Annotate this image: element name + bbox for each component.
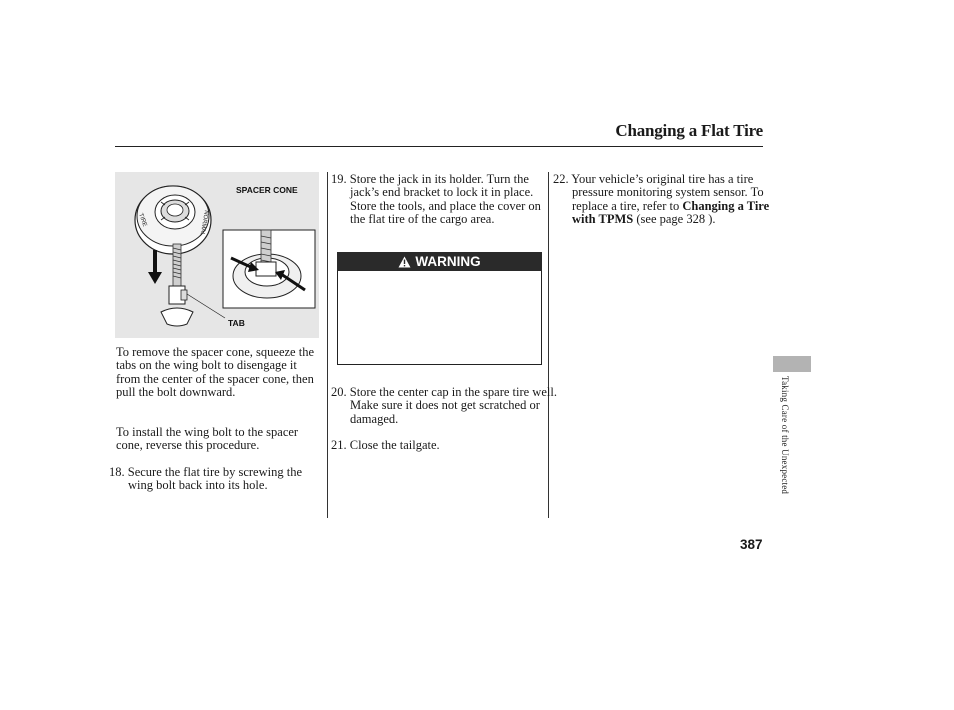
install-spacer-paragraph: To install the wing bolt to the spacer cone, reverse this procedure. xyxy=(116,425,299,453)
warning-label: WARNING xyxy=(415,254,481,269)
svg-text:TIRE: TIRE xyxy=(137,212,148,228)
step-20: 20. Store the center cap in the spare tire well. Make sure it does not get scratched or damaged. xyxy=(331,385,557,426)
svg-text:NORMAL: NORMAL xyxy=(198,209,209,236)
warning-box xyxy=(337,271,542,365)
warning-triangle-icon xyxy=(398,256,411,268)
step-18: 18. Secure the flat tire by screwing the wing bolt back into its hole. xyxy=(109,465,302,493)
spacer-cone-drawing xyxy=(115,172,319,338)
section-name: Taking Care of the Unexpected xyxy=(780,376,790,495)
tab-label: TAB xyxy=(228,318,245,328)
remove-spacer-paragraph: To remove the spacer cone, squeeze the tabs on the wing bolt to disengage it from the center of the spacer cone, then pull the bolt downward. xyxy=(116,345,314,399)
page-title: Changing a Flat Tire xyxy=(615,121,763,140)
tpms-reference-link[interactable]: Changing a Tire with TPMS xyxy=(572,198,770,226)
column-divider-1 xyxy=(327,172,328,518)
title-rule xyxy=(115,146,763,147)
step-22-page-ref: (see page 328 ). xyxy=(633,211,716,226)
step-22 xyxy=(553,173,784,226)
spacer-cone-label: SPACER CONE xyxy=(236,185,298,195)
page-number: 387 xyxy=(740,537,763,552)
step-21: 21. Close the tailgate. xyxy=(331,438,440,452)
warning-header xyxy=(337,252,542,271)
section-tab xyxy=(773,356,811,372)
spacer-cone-illustration xyxy=(115,172,319,338)
step-19: 19. Store the jack in its holder. Turn the jack’s end bracket to lock it in place. Store the tools, and place the cover on the flat tire of the cargo area. xyxy=(331,172,541,226)
step-22-text: 22. Your vehicle’s original tire has a tire pressure monitoring system sensor. To replace a tire, refer to xyxy=(553,172,764,213)
